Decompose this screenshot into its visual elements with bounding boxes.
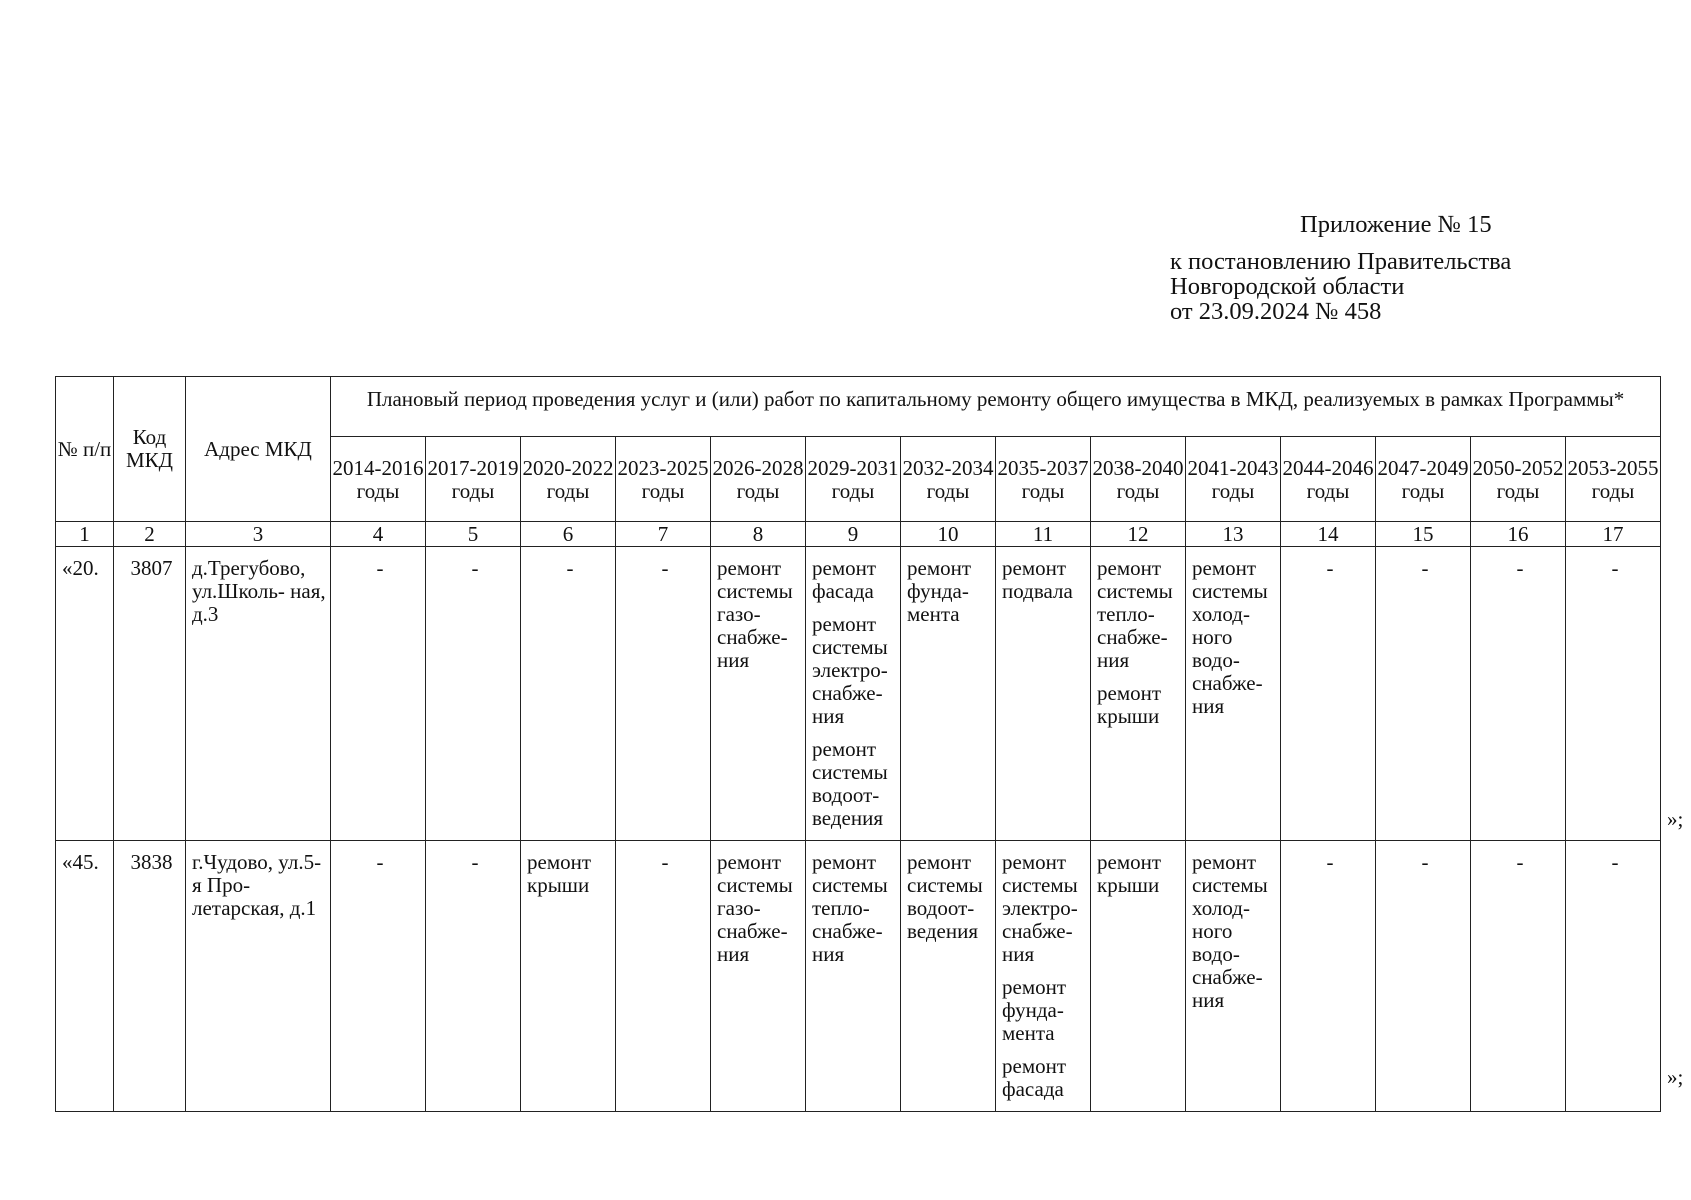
work-item: ремонт фасада <box>812 556 877 603</box>
row-address: г.Чудово, ул.5-я Про- летарская, д.1 <box>186 841 331 1112</box>
header-row-top <box>56 377 1661 437</box>
column-number: 17 <box>1566 522 1661 547</box>
column-number: 13 <box>1186 522 1281 547</box>
cell-2050: - <box>1471 841 1566 1112</box>
header-period-2014: 2014-2016 годы <box>331 437 426 522</box>
cell-2014: - <box>331 547 426 841</box>
header-period-2047: 2047-2049 годы <box>1376 437 1471 522</box>
work-item: ремонт системы газо- снабже- ния <box>717 850 793 966</box>
cell-2041 <box>1186 547 1281 841</box>
work-item: ремонт фасада <box>1002 1054 1067 1101</box>
appendix-title: Приложение № 15 <box>1300 211 1492 238</box>
header-period-2050: 2050-2052 годы <box>1471 437 1566 522</box>
cell-2047: - <box>1376 547 1471 841</box>
cell-2029 <box>806 841 901 1112</box>
column-number: 3 <box>186 522 331 547</box>
table-row <box>56 547 1661 841</box>
cell-2050: - <box>1471 547 1566 841</box>
column-number: 4 <box>331 522 426 547</box>
header-period-2020: 2020-2022 годы <box>521 437 616 522</box>
column-number: 12 <box>1091 522 1186 547</box>
header-period-2029: 2029-2031 годы <box>806 437 901 522</box>
row-no: «45. <box>56 841 114 1112</box>
row-code: 3838 <box>114 841 186 1112</box>
row-address: д.Трегубово, ул.Школь- ная, д.3 <box>186 547 331 841</box>
column-number: 9 <box>806 522 901 547</box>
appendix-line-1: к постановлению Правительства <box>1170 248 1512 275</box>
header-col-address: Адрес МКД <box>186 377 331 522</box>
cell-2041 <box>1186 841 1281 1112</box>
cell-2026 <box>711 547 806 841</box>
work-item: ремонт системы тепло- снабже- ния <box>1097 556 1173 672</box>
cell-2035 <box>996 547 1091 841</box>
column-number: 8 <box>711 522 806 547</box>
cell-2035 <box>996 841 1091 1112</box>
work-item: ремонт крыши <box>527 850 592 897</box>
column-number: 15 <box>1376 522 1471 547</box>
header-period-2044: 2044-2046 годы <box>1281 437 1376 522</box>
work-item: ремонт подвала <box>1002 556 1073 603</box>
header-period-2032: 2032-2034 годы <box>901 437 996 522</box>
cell-2047: - <box>1376 841 1471 1112</box>
column-number: 7 <box>616 522 711 547</box>
column-number: 5 <box>426 522 521 547</box>
row-end-mark: »; <box>1667 807 1684 831</box>
cell-2053: - <box>1566 547 1661 841</box>
cell-2020: - <box>521 547 616 841</box>
column-number: 2 <box>114 522 186 547</box>
header-period-2035: 2035-2037 годы <box>996 437 1091 522</box>
work-item: ремонт системы газо- снабже- ния <box>717 556 793 672</box>
column-number: 6 <box>521 522 616 547</box>
work-item: ремонт системы водоот- ведения <box>907 850 983 943</box>
cell-2038 <box>1091 841 1186 1112</box>
header-col-no: № п/п <box>56 377 114 522</box>
cell-2023: - <box>616 841 711 1112</box>
work-item: ремонт системы водоот- ведения <box>812 737 888 830</box>
work-item: ремонт крыши <box>1097 681 1162 728</box>
cell-2029 <box>806 547 901 841</box>
appendix-line-3: от 23.09.2024 № 458 <box>1170 298 1382 325</box>
cell-2014: - <box>331 841 426 1112</box>
work-item: ремонт системы холод- ного водо- снабже- ния <box>1192 556 1268 718</box>
cell-2026 <box>711 841 806 1112</box>
work-item: ремонт системы тепло- снабже- ния <box>812 850 888 966</box>
row-no: «20. <box>56 547 114 841</box>
header-col-code: Код МКД <box>114 377 186 522</box>
appendix-header <box>1170 212 1590 324</box>
header-period-2053: 2053-2055 годы <box>1566 437 1661 522</box>
work-item: ремонт фунда- мента <box>1002 975 1067 1045</box>
cell-2044: - <box>1281 547 1376 841</box>
cell-2017: - <box>426 841 521 1112</box>
cell-2020 <box>521 841 616 1112</box>
column-number-row <box>56 522 1661 547</box>
column-number: 1 <box>56 522 114 547</box>
table-row <box>56 841 1661 1112</box>
capital-repair-table <box>55 376 1661 1112</box>
column-number: 11 <box>996 522 1091 547</box>
header-period-2038: 2038-2040 годы <box>1091 437 1186 522</box>
cell-2053: - <box>1566 841 1661 1112</box>
row-end-mark: »; <box>1667 1065 1684 1089</box>
work-item: ремонт системы электро- снабже- ния <box>1002 850 1078 966</box>
cell-2023: - <box>616 547 711 841</box>
work-item: ремонт системы холод- ного водо- снабже- ния <box>1192 850 1268 1012</box>
work-item: ремонт системы электро- снабже- ния <box>812 612 888 728</box>
cell-2032 <box>901 547 996 841</box>
work-item: ремонт крыши <box>1097 850 1162 897</box>
cell-2032 <box>901 841 996 1112</box>
header-period-2041: 2041-2043 годы <box>1186 437 1281 522</box>
column-number: 10 <box>901 522 996 547</box>
cell-2038 <box>1091 547 1186 841</box>
cell-2017: - <box>426 547 521 841</box>
cell-2044: - <box>1281 841 1376 1112</box>
row-code: 3807 <box>114 547 186 841</box>
appendix-line-2: Новгородской области <box>1170 273 1405 300</box>
header-period-title: Плановый период проведения услуг и (или) работ по капитальному ремонту общего имущества в МКД, реализуемых в рамках Программы* <box>331 377 1661 437</box>
header-period-2026: 2026-2028 годы <box>711 437 806 522</box>
work-item: ремонт фунда- мента <box>907 556 972 626</box>
header-period-2017: 2017-2019 годы <box>426 437 521 522</box>
header-period-2023: 2023-2025 годы <box>616 437 711 522</box>
column-number: 14 <box>1281 522 1376 547</box>
column-number: 16 <box>1471 522 1566 547</box>
